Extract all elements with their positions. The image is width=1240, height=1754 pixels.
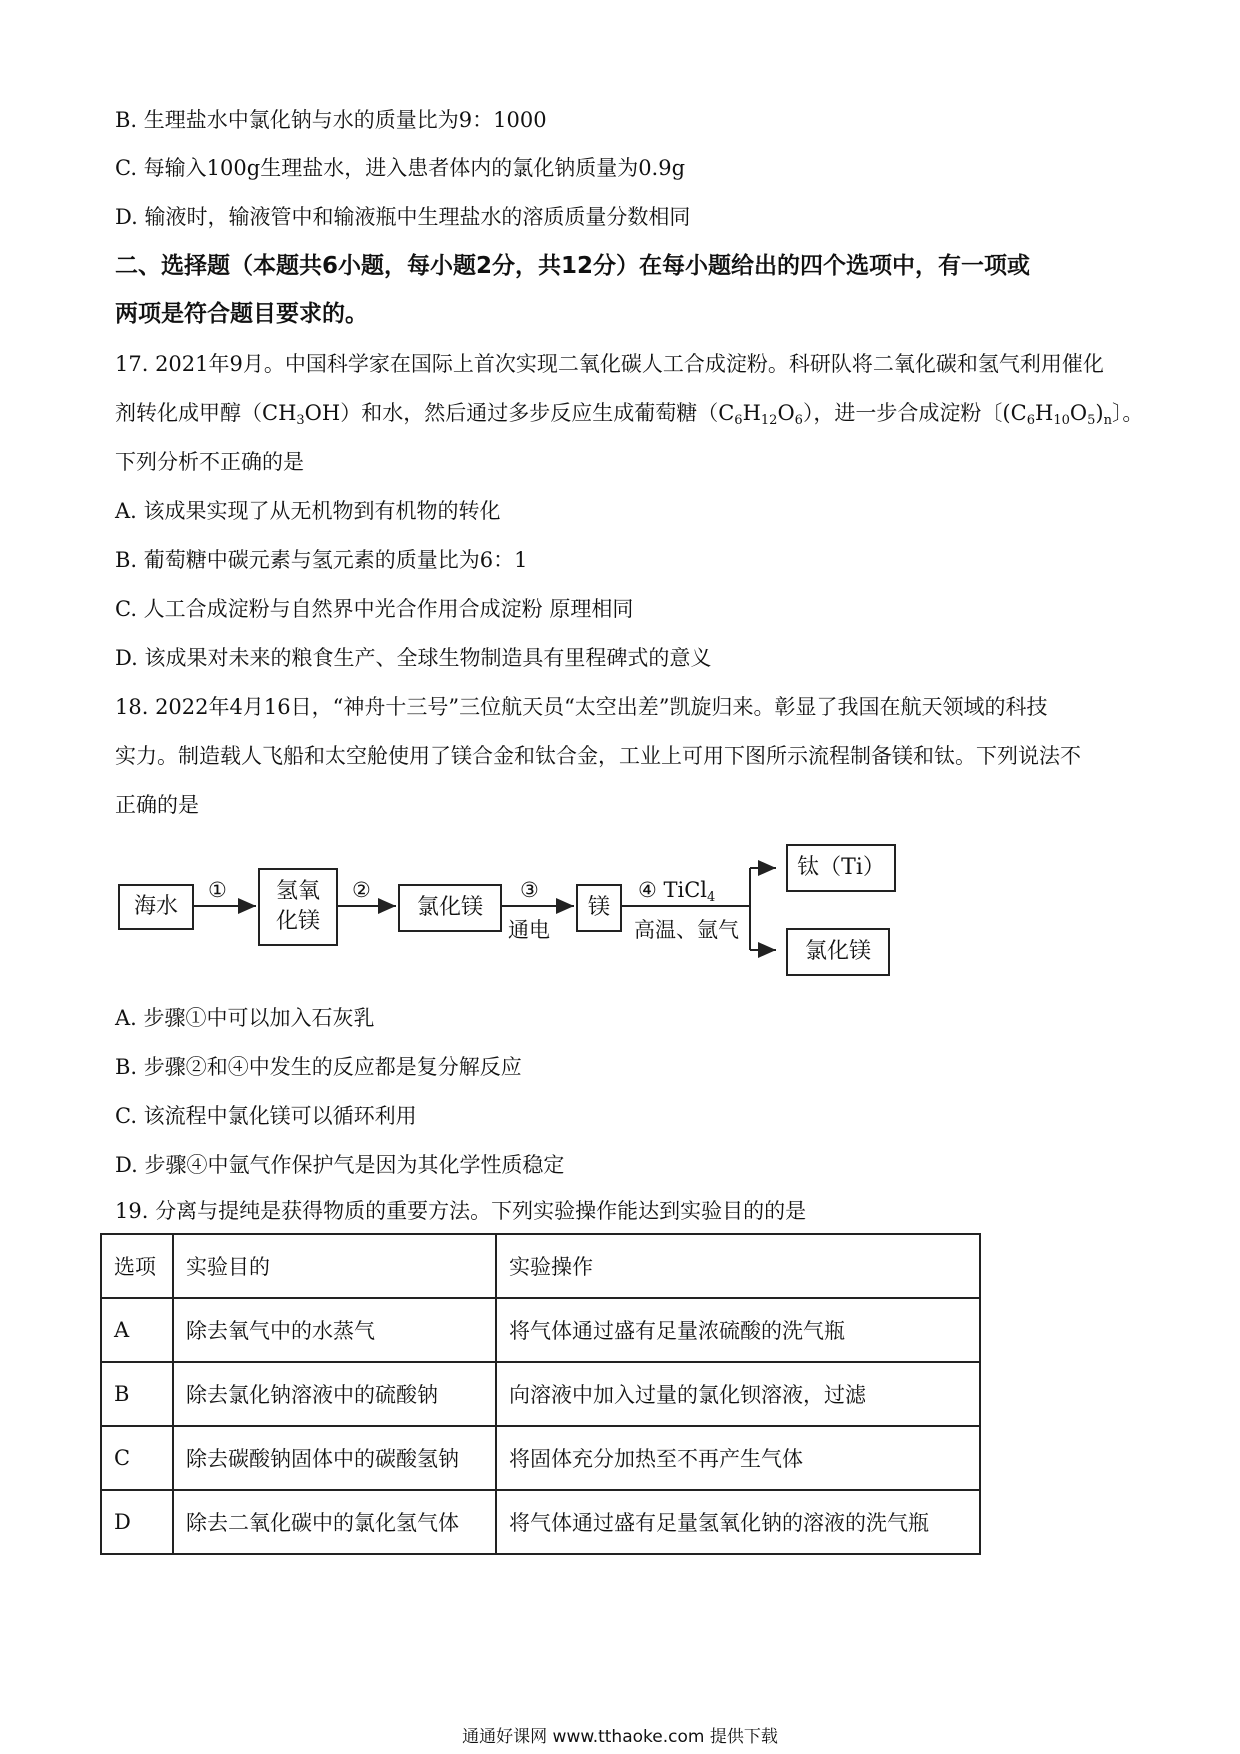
row-purpose: 除去碳酸钠固体中的碳酸氢钠: [173, 1426, 496, 1490]
table-row: [101, 1298, 980, 1362]
box-mg-chloride: 氯化镁: [398, 884, 502, 932]
q17-line3: 下列分析不正确的是: [115, 450, 304, 474]
q19-table: [100, 1233, 981, 1555]
q16-option-b: B. 生理盐水中氯化钠与水的质量比为9：1000: [115, 108, 547, 132]
q16-option-d: D. 输液时，输液管中和输液瓶中生理盐水的溶质质量分数相同: [115, 205, 691, 229]
q18-line1: 18. 2022年4月16日，“神舟十三号”三位航天员“太空出差”凯旋归来。彰显了我国在航天领域的科技: [115, 695, 1048, 719]
step4-condition: 高温、氩气: [634, 918, 739, 942]
flow-arrows: [110, 838, 900, 978]
section2-heading-line1: 二、选择题（本题共6小题，每小题2分，共12分）在每小题给出的四个选项中，有一项或: [115, 253, 1031, 279]
row-option: B: [101, 1362, 173, 1426]
header-purpose: 实验目的: [173, 1234, 496, 1298]
q17-option-d: D. 该成果对未来的粮食生产、全球生物制造具有里程碑式的意义: [115, 646, 712, 670]
table-header-row: [101, 1234, 980, 1298]
box-titanium: 钛（Ti）: [786, 844, 896, 892]
row-option: C: [101, 1426, 173, 1490]
table-row: [101, 1426, 980, 1490]
row-operation: 向溶液中加入过量的氯化钡溶液，过滤: [496, 1362, 980, 1426]
row-purpose: 除去二氧化碳中的氯化氢气体: [173, 1490, 496, 1554]
row-purpose: 除去氯化钠溶液中的硫酸钠: [173, 1362, 496, 1426]
box-mg-hydroxide: 氢氧 化镁: [258, 868, 338, 946]
step1-label: ①: [208, 878, 227, 902]
q18-option-d: D. 步骤④中氩气作保护气是因为其化学性质稳定: [115, 1153, 565, 1177]
q17-option-c: C. 人工合成淀粉与自然界中光合作用合成淀粉 原理相同: [115, 597, 634, 621]
q18-line2: 实力。制造载人飞船和太空舱使用了镁合金和钛合金，工业上可用下图所示流程制备镁和钛。下列说法不: [115, 744, 1081, 768]
q18-option-a: A. 步骤①中可以加入石灰乳: [115, 1006, 375, 1030]
box-seawater: 海水: [118, 884, 194, 930]
q19-line1: 19. 分离与提纯是获得物质的重要方法。下列实验操作能达到实验目的的是: [115, 1199, 807, 1223]
q17-line1: 17. 2021年9月。中国科学家在国际上首次实现二氧化碳人工合成淀粉。科研队将二氧化碳和氢气利用催化: [115, 352, 1104, 376]
q17-option-a: A. 该成果实现了从无机物到有机物的转化: [115, 499, 501, 523]
step3-condition: 通电: [508, 918, 550, 942]
table-row: [101, 1490, 980, 1554]
row-operation: 将气体通过盛有足量氢氧化钠的溶液的洗气瓶: [496, 1490, 980, 1554]
row-option: D: [101, 1490, 173, 1554]
section2-heading-line2: 两项是符合题目要求的。: [115, 301, 368, 327]
page-footer: 通通好课网 www.tthaoke.com 提供下载: [462, 1727, 778, 1747]
header-option: 选项: [101, 1234, 173, 1298]
q16-option-c: C. 每输入100g生理盐水，进入患者体内的氯化钠质量为0.9g: [115, 156, 686, 180]
row-operation: 将气体通过盛有足量浓硫酸的洗气瓶: [496, 1298, 980, 1362]
row-option: A: [101, 1298, 173, 1362]
step4-label: ④ TiCl$_4$: [638, 878, 716, 905]
step2-label: ②: [352, 878, 371, 902]
process-flow-diagram: [110, 838, 900, 978]
header-operation: 实验操作: [496, 1234, 980, 1298]
row-purpose: 除去氧气中的水蒸气: [173, 1298, 496, 1362]
q18-line3: 正确的是: [115, 793, 199, 817]
box-mg-chloride-output: 氯化镁: [786, 928, 890, 976]
row-operation: 将固体充分加热至不再产生气体: [496, 1426, 980, 1490]
table-row: [101, 1362, 980, 1426]
q18-option-c: C. 该流程中氯化镁可以循环利用: [115, 1104, 417, 1128]
q17-option-b: B. 葡萄糖中碳元素与氢元素的质量比为6：1: [115, 548, 528, 572]
q17-line2: 剂转化成甲醇$(CH_3OH)$和水，然后通过多步反应生成葡萄糖$(C_6H_{12}O_6)$，进一步合成淀粉〔$(C_6H_{10}O_5)_n$〕。: [115, 401, 1144, 428]
step3-label: ③: [520, 878, 539, 902]
q18-option-b: B. 步骤②和④中发生的反应都是复分解反应: [115, 1055, 522, 1079]
box-magnesium: 镁: [576, 884, 622, 932]
